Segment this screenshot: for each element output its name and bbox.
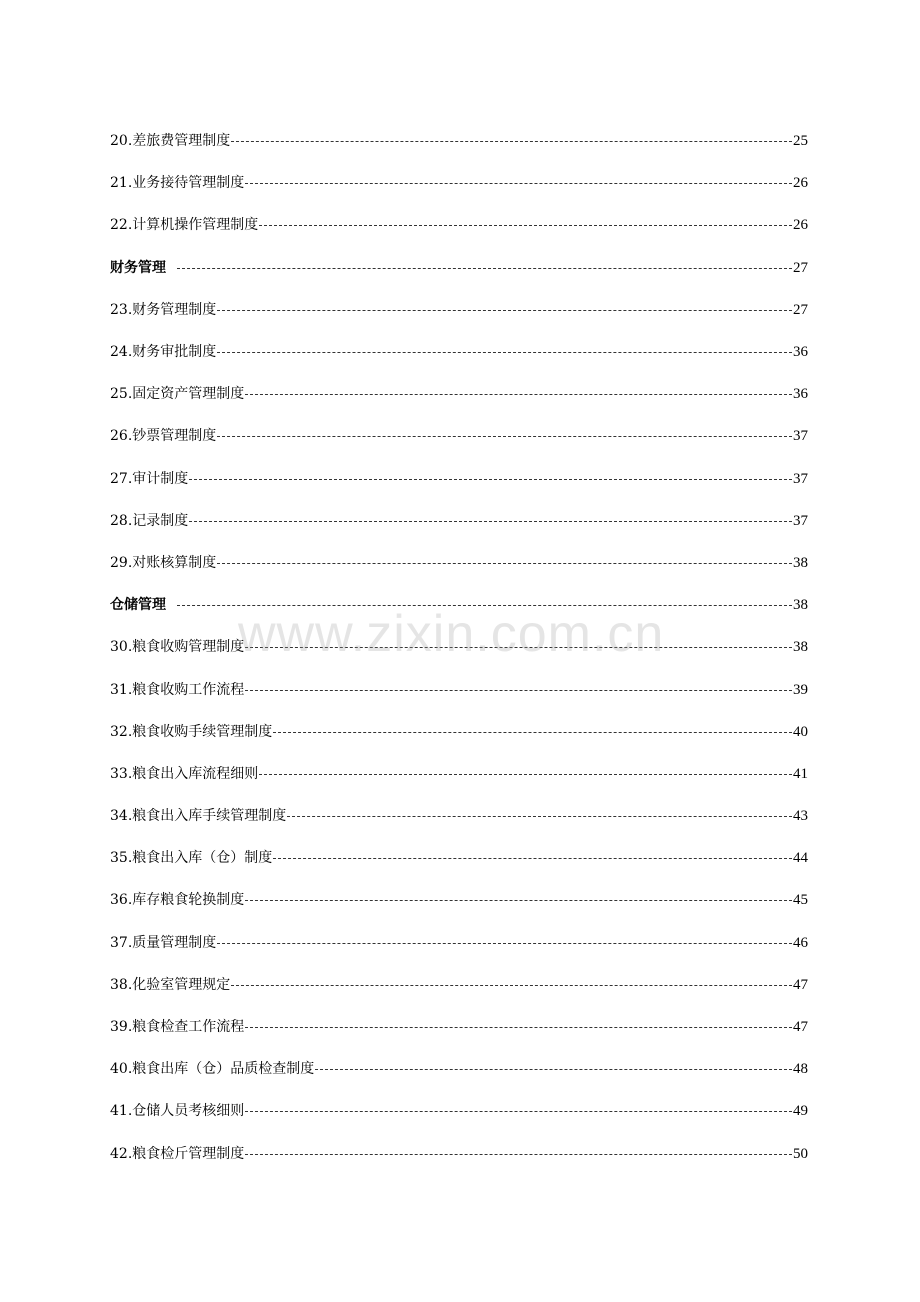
toc-leader-line — [287, 816, 792, 818]
toc-leader-line — [273, 858, 792, 860]
toc-leader-line — [217, 943, 792, 945]
toc-page-number: 26 — [793, 175, 808, 192]
toc-page-number: 37 — [793, 470, 808, 487]
toc-leader-line — [189, 521, 792, 523]
toc-entry[interactable] — [110, 668, 808, 710]
toc-entry-label: 21.业务接待管理制度 — [110, 175, 245, 192]
toc-page-number: 27 — [793, 259, 808, 276]
toc-entry-label: 39.粮食检查工作流程 — [110, 1019, 245, 1036]
toc-page-number: 37 — [793, 428, 808, 445]
toc-entry[interactable] — [110, 331, 808, 373]
toc-entry-label: 26.钞票管理制度 — [110, 428, 217, 445]
toc-entry[interactable] — [110, 458, 808, 500]
toc-section-heading[interactable] — [110, 247, 808, 289]
toc-page-number: 25 — [793, 133, 808, 150]
toc-entry-label: 38.化验室管理规定 — [110, 976, 231, 993]
toc-entry-label: 29.对账核算制度 — [110, 554, 217, 571]
toc-entry-label: 37.质量管理制度 — [110, 934, 217, 951]
toc-entry[interactable] — [110, 879, 808, 921]
toc-entry[interactable] — [110, 162, 808, 204]
toc-page-number: 36 — [793, 386, 808, 403]
toc-leader-line — [245, 900, 792, 902]
toc-entry-label: 28.记录制度 — [110, 512, 189, 529]
toc-leader-line — [245, 394, 792, 396]
toc-entry[interactable] — [110, 1048, 808, 1090]
toc-page-number: 47 — [793, 1019, 808, 1036]
toc-page-number: 38 — [793, 639, 808, 656]
toc-entry[interactable] — [110, 373, 808, 415]
toc-leader-line — [315, 1069, 792, 1071]
toc-entry[interactable] — [110, 500, 808, 542]
toc-section-heading[interactable] — [110, 584, 808, 626]
toc-entry-label: 27.审计制度 — [110, 470, 189, 487]
toc-entry[interactable] — [110, 120, 808, 162]
toc-leader-line — [177, 268, 792, 270]
toc-page-number: 43 — [793, 808, 808, 825]
toc-page-number: 49 — [793, 1103, 808, 1120]
toc-leader-line — [245, 183, 792, 185]
toc-leader-line — [189, 479, 792, 481]
toc-entry[interactable] — [110, 795, 808, 837]
toc-entry-label: 33.粮食出入库流程细则 — [110, 765, 259, 782]
toc-entry-label: 31.粮食收购工作流程 — [110, 681, 245, 698]
toc-entry-label: 23.财务管理制度 — [110, 301, 217, 318]
toc-entry[interactable] — [110, 626, 808, 668]
toc-leader-line — [245, 1154, 792, 1156]
toc-entry-label: 20.差旅费管理制度 — [110, 133, 231, 150]
toc-entry-label: 32.粮食收购手续管理制度 — [110, 723, 273, 740]
table-of-contents — [110, 120, 808, 1175]
toc-leader-line — [245, 1111, 792, 1113]
toc-entry[interactable] — [110, 1133, 808, 1175]
watermark: www.zixin.com.cn — [238, 605, 665, 663]
toc-leader-line — [217, 352, 792, 354]
toc-leader-line — [245, 647, 792, 649]
toc-leader-line — [259, 774, 792, 776]
toc-entry[interactable] — [110, 1006, 808, 1048]
toc-entry[interactable] — [110, 837, 808, 879]
toc-entry-label: 34.粮食出入库手续管理制度 — [110, 808, 287, 825]
toc-entry-label: 42.粮食检斤管理制度 — [110, 1145, 245, 1162]
toc-entry[interactable] — [110, 289, 808, 331]
toc-entry-label: 36.库存粮食轮换制度 — [110, 892, 245, 909]
toc-page-number: 37 — [793, 512, 808, 529]
toc-entry[interactable] — [110, 204, 808, 246]
toc-entry-label: 30.粮食收购管理制度 — [110, 639, 245, 656]
toc-leader-line — [245, 690, 792, 692]
toc-entry-label: 仓储管理 — [110, 597, 166, 614]
toc-entry-label: 40.粮食出库（仓）品质检查制度 — [110, 1061, 315, 1078]
toc-leader-line — [177, 605, 792, 607]
toc-leader-line — [217, 563, 792, 565]
toc-page-number: 36 — [793, 344, 808, 361]
toc-page-number: 41 — [793, 765, 808, 782]
toc-page-number: 45 — [793, 892, 808, 909]
toc-leader-line — [217, 310, 792, 312]
toc-leader-line — [245, 1027, 792, 1029]
toc-page-number: 47 — [793, 976, 808, 993]
toc-entry-label: 41.仓储人员考核细则 — [110, 1103, 245, 1120]
toc-entry-label: 22.计算机操作管理制度 — [110, 217, 259, 234]
toc-page-number: 48 — [793, 1061, 808, 1078]
toc-leader-line — [259, 225, 792, 227]
toc-entry-label: 35.粮食出入库（仓）制度 — [110, 850, 273, 867]
toc-page-number: 26 — [793, 217, 808, 234]
toc-page-number: 44 — [793, 850, 808, 867]
toc-entry[interactable] — [110, 964, 808, 1006]
toc-leader-line — [273, 732, 792, 734]
toc-entry[interactable] — [110, 922, 808, 964]
toc-page-number: 50 — [793, 1145, 808, 1162]
toc-page-number: 38 — [793, 597, 808, 614]
toc-page-number: 46 — [793, 934, 808, 951]
toc-entry[interactable] — [110, 1090, 808, 1132]
toc-entry[interactable] — [110, 711, 808, 753]
toc-page-number: 39 — [793, 681, 808, 698]
toc-leader-line — [231, 141, 792, 143]
toc-entry-label: 财务管理 — [110, 259, 166, 276]
toc-entry[interactable] — [110, 415, 808, 457]
toc-entry[interactable] — [110, 753, 808, 795]
toc-leader-line — [231, 985, 792, 987]
toc-page-number: 27 — [793, 301, 808, 318]
toc-entry-label: 24.财务审批制度 — [110, 344, 217, 361]
toc-entry-label: 25.固定资产管理制度 — [110, 386, 245, 403]
toc-leader-line — [217, 436, 792, 438]
toc-entry[interactable] — [110, 542, 808, 584]
toc-page-number: 38 — [793, 554, 808, 571]
toc-page-number: 40 — [793, 723, 808, 740]
